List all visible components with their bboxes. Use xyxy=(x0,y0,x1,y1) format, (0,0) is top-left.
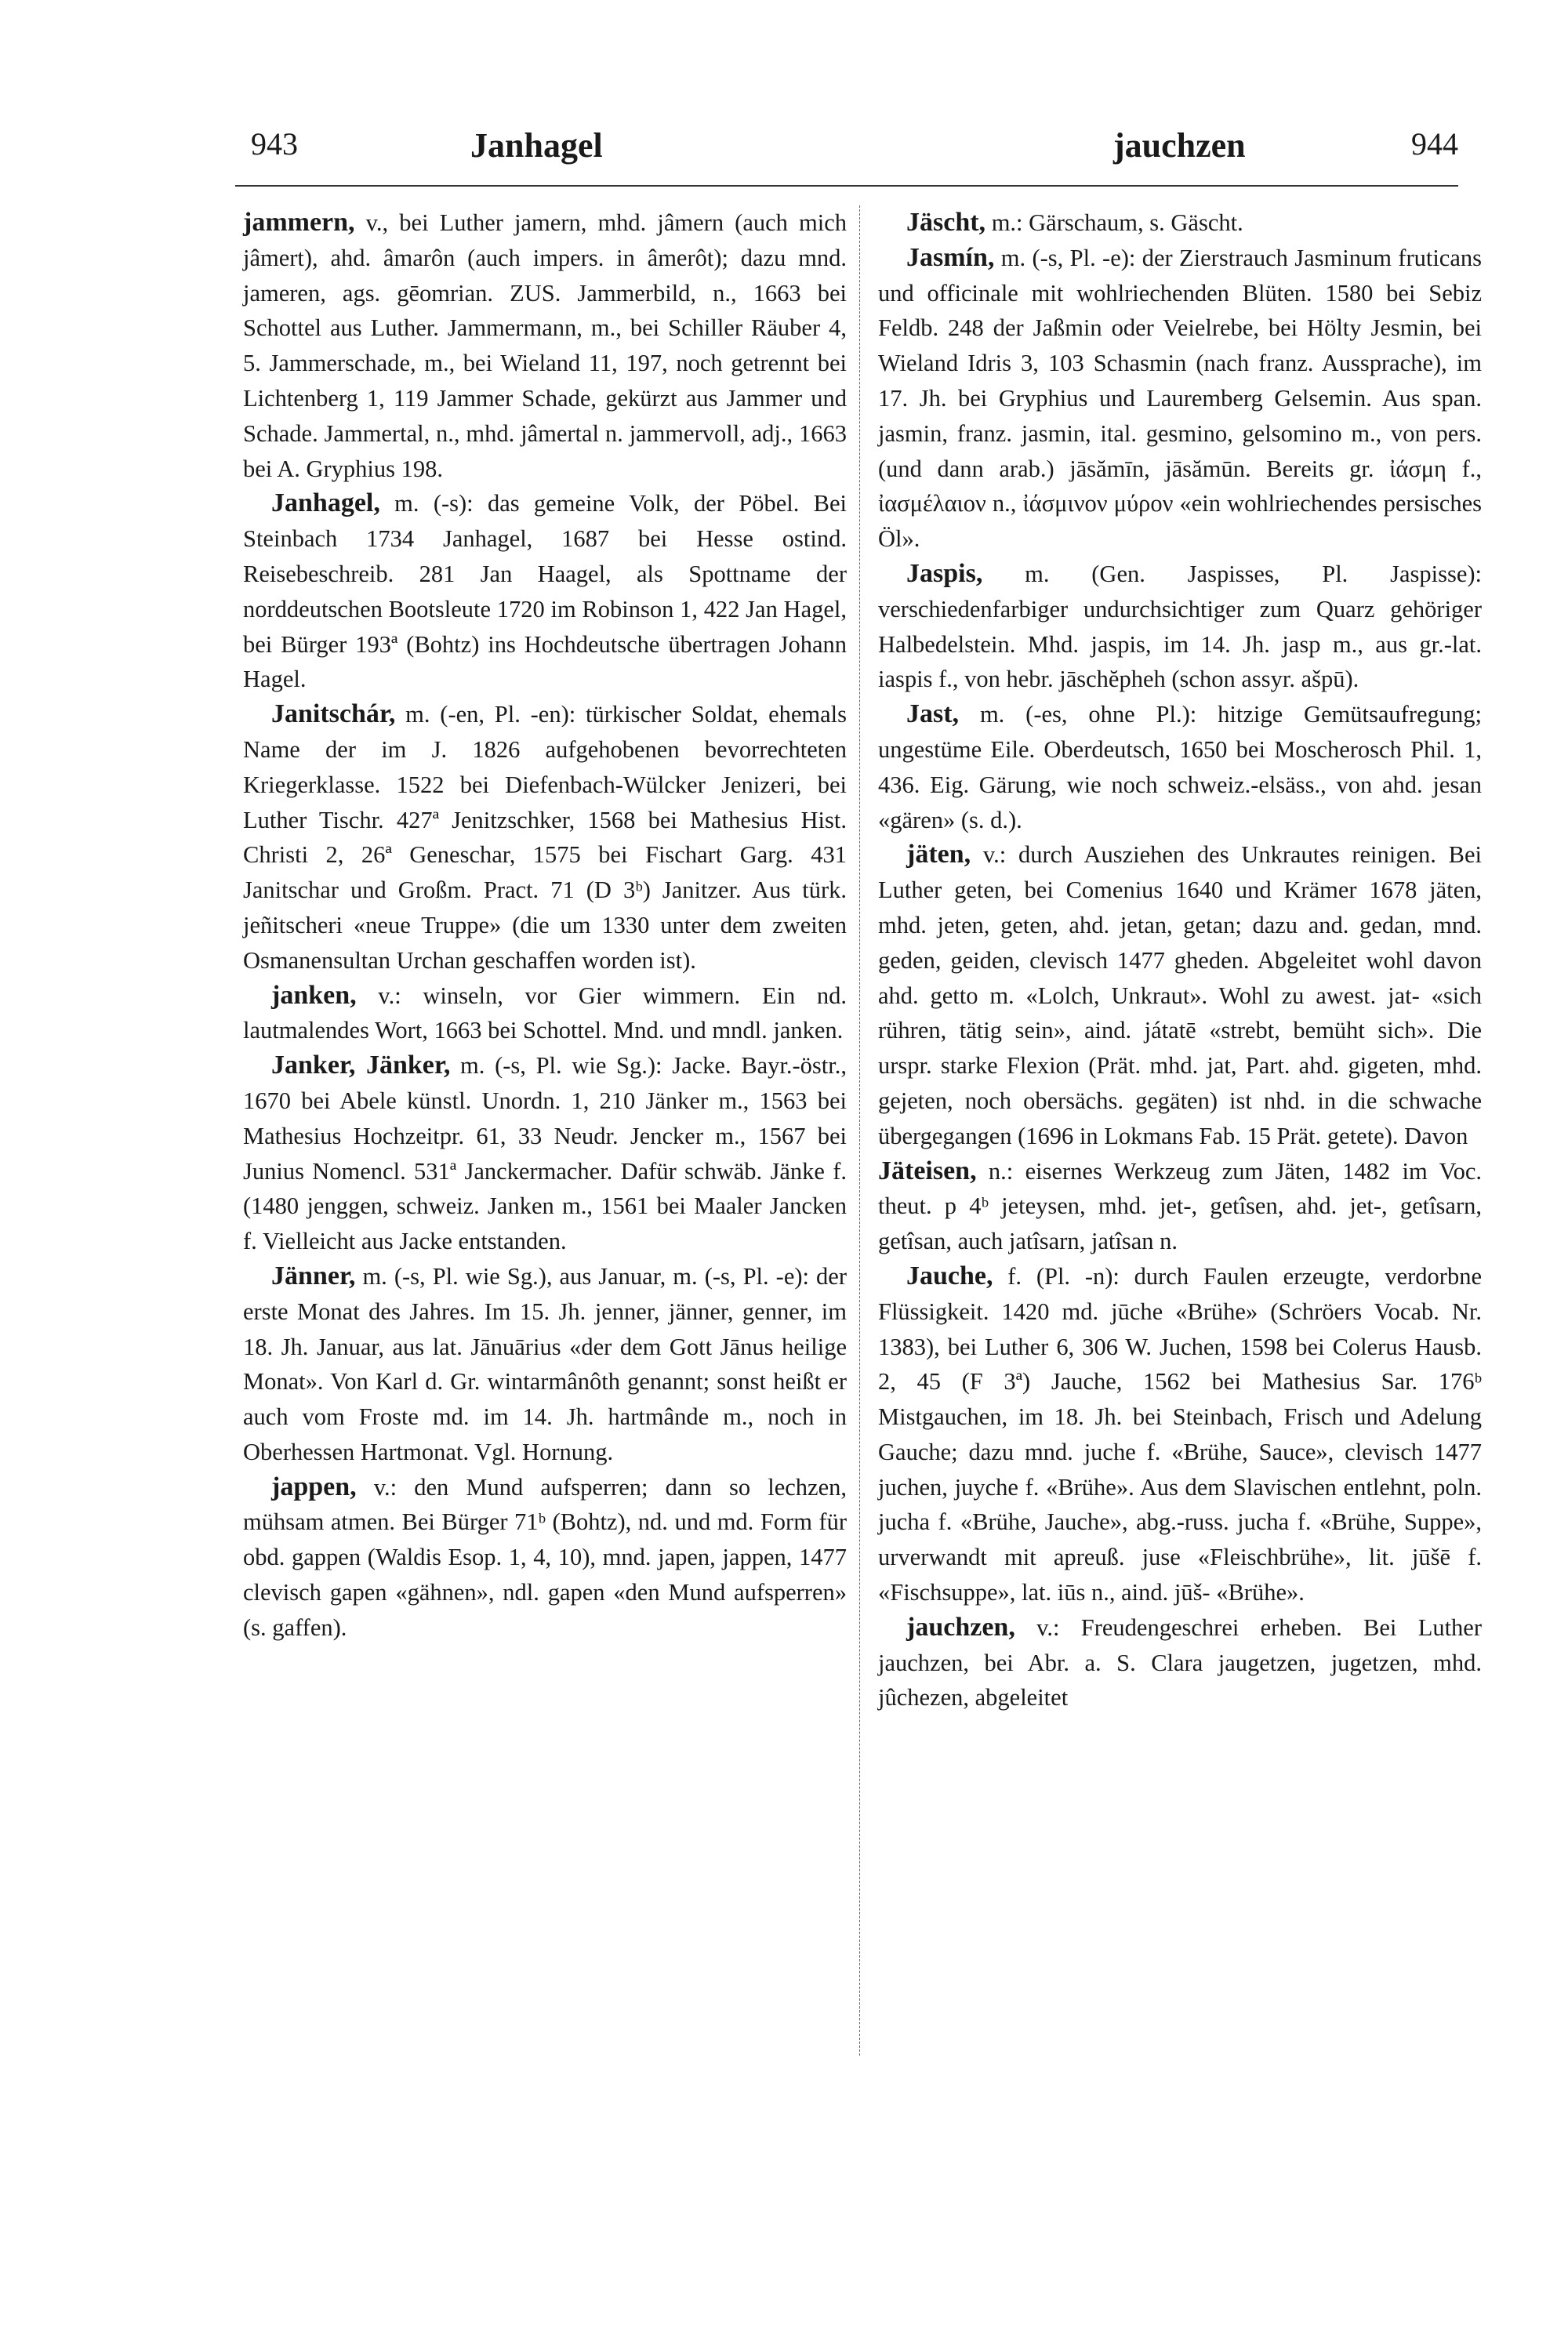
entry-headword: Janker, Jänker, xyxy=(271,1051,451,1080)
dictionary-entry xyxy=(243,205,847,486)
dictionary-entry xyxy=(243,697,847,978)
dictionary-entry xyxy=(243,486,847,697)
entry-text: v.: winseln, vor Gier wimmern. Ein nd. lautmalendes Wort, 1663 bei Schottel. Mnd. und mndl. janken. xyxy=(243,982,847,1044)
entry-text: v.: Freudengeschrei erheben. Bei Luther jauchzen, bei Abr. a. S. Clara jaugetzen, jugetzen, mhd. jûchezen, abgeleitet xyxy=(878,1613,1482,1711)
column-divider xyxy=(859,205,860,2056)
entry-text: m. (-es, ohne Pl.): hitzige Gemütsaufregung; ungestüme Eile. Oberdeutsch, 1650 bei Moscherosch Phil. 1, 436. Eig. Gärung, wie noch schweiz.-elsäss., von ahd. jesan «gären» (s. d.). xyxy=(878,701,1482,833)
dictionary-entry xyxy=(243,1470,847,1646)
entry-headword: janken, xyxy=(271,980,357,1010)
entry-headword: Jast, xyxy=(906,699,960,729)
dictionary-entry xyxy=(878,697,1482,837)
entry-text: m. (Gen. Jaspisses, Pl. Jaspisse): verschiedenfarbiger undurchsichtiger zum Quarz gehöriger Halbedelstein. Mhd. jaspis, im 14. Jh. jasp m., aus gr.-lat. iaspis f., von hebr. jāschĕpheh (schon assyr. ašpū). xyxy=(878,560,1482,693)
dictionary-entry xyxy=(243,978,847,1049)
entry-text: v., bei Luther jamern, mhd. jâmern (auch mich jâmert), ahd. âmarôn (auch impers. in âmerôt); dazu mnd. jameren, ags. gēomrian. ZUS. Jammerbild, n., 1663 bei Schottel aus Luther. Jammermann, m., bei Schiller Räuber 4, 5. Jammerschade, m., bei Wieland 11, 197, noch getrennt bei Lichtenberg 1, 119 Jammer Schade, gekürzt aus Jammer und Schade. Jammertal, n., mhd. jâmertal n. jammervoll, adj., 1663 bei A. Gryphius 198. xyxy=(243,209,847,482)
entry-text: m. (-en, Pl. -en): türkischer Soldat, ehemals Name der im J. 1826 aufgehobenen bevorrechteten Kriegerklasse. 1522 bei Diefenbach-Wülcker Jenizeri, bei Luther Tischr. 427ª Jenitzschker, 1568 bei Mathesius Hist. Christi 2, 26ª Geneschar, 1575 bei Fischart Garg. 431 Janitschar und Großm. Pract. 71 (D 3ᵇ) Janitzer. Aus türk. jeñitscheri «neue Truppe» (die um 1330 unter dem zweiten Osmanensultan Urchan geschaffen worden ist). xyxy=(243,701,847,974)
entry-headword: jammern, xyxy=(243,208,355,237)
entry-text: m. (-s, Pl. -e): der Zierstrauch Jasminum fruticans und officinale mit wohlriechenden Blüten. 1580 bei Sebiz Feldb. 248 der Jaßmin oder Veielrebe, bei Hölty Jesmin, bei Wieland Idris 3, 103 Schasmin (nach franz. Aussprache), im 17. Jh. bei Gryphius und Lauremberg Gelsemin. Aus span. jasmin, franz. jasmin, ital. gesmino, gelsomino m., von pers. (und dann arab.) jāsămīn, jāsămūn. Bereits gr. ἰάσμη f., ἰασμέλαιον n., ἰάσμινον μύρον «ein wohlriechendes persisches Öl». xyxy=(878,244,1482,553)
page-number-left: 943 xyxy=(251,126,298,162)
entry-text: m. (-s, Pl. wie Sg.), aus Januar, m. (-s, Pl. -e): der erste Monat des Jahres. Im 15. Jh. jenner, jänner, genner, im 18. Jh. Januar, aus lat. Jānuārius «der dem Gott Jānus heilige Monat». Von Karl d. Gr. wintarmânôth genannt; sonst heißt er auch vom Froste md. im 14. Jh. hartmânde m., noch in Oberhessen Hartmonat. Vgl. Hornung. xyxy=(243,1262,847,1465)
dictionary-entry xyxy=(243,1259,847,1470)
entry-headword: Jänner, xyxy=(271,1261,356,1290)
dictionary-entry xyxy=(878,837,1482,1153)
entry-headword: Janhagel, xyxy=(271,488,380,518)
dictionary-entry xyxy=(878,557,1482,697)
header-rule xyxy=(235,185,1458,187)
running-head-right: jauchzen xyxy=(1113,126,1246,165)
dictionary-entry xyxy=(878,241,1482,557)
left-column xyxy=(243,205,847,1646)
entry-headword: Janitschár, xyxy=(271,699,396,729)
entry-text: v.: den Mund aufsperren; dann so lechzen, mühsam atmen. Bei Bürger 71ᵇ (Bohtz), nd. und md. Form für obd. gappen (Waldis Esop. 1, 4, 10), mnd. japen, jappen, 1477 clevisch gapen «gähnen», ndl. gapen «den Mund aufsperren» (s. gaffen). xyxy=(243,1473,847,1641)
entry-headword: Jäscht, xyxy=(906,208,986,237)
entry-headword: Jaspis, xyxy=(906,558,983,588)
entry-headword: jauchzen, xyxy=(906,1612,1015,1642)
page-header xyxy=(235,125,1458,188)
entry-headword: Jäteisen, xyxy=(878,1156,977,1185)
entry-text: f. (Pl. -n): durch Faulen erzeugte, verdorbne Flüssigkeit. 1420 md. jūche «Brühe» (Schröers Vocab. Nr. 1383), bei Luther 6, 306 W. Juchen, 1598 bei Colerus Hausb. 2, 45 (F 3ª) Jauche, 1562 bei Mathesius Sar. 176ᵇ Mistgauchen, im 18. Jh. bei Steinbach, Frisch und Adelung Gauche; dazu mnd. juche f. «Brühe, Sauce», clevisch 1477 juchen, juyche f. «Brühe». Aus dem Slavischen entlehnt, poln. jucha f. «Brühe, Jauche», abg.-russ. jucha f. «Brühe, Suppe», urverwandt mit apreuß. juse «Fleischbrühe», lit. jūšē f. «Fischsuppe», lat. iūs n., aind. jūš- «Brühe». xyxy=(878,1262,1482,1606)
page-number-right: 944 xyxy=(1411,126,1458,162)
entry-headword: jäten, xyxy=(906,840,971,869)
dictionary-entry xyxy=(878,205,1482,241)
dictionary-entry xyxy=(878,1154,1482,1259)
right-column xyxy=(878,205,1482,1715)
entry-text: m. (-s, Pl. wie Sg.): Jacke. Bayr.-östr., 1670 bei Abele künstl. Unordn. 1, 210 Jänker m., 1563 bei Mathesius Hochzeitpr. 61, 33 Neudr. Jencker m., 1567 bei Junius Nomencl. 531ª Janckermacher. Dafür schwäb. Jänke f. (1480 jenggen, schweiz. Janken m., 1561 bei Maaler Jancken f. Vielleicht aus Jacke entstanden. xyxy=(243,1052,847,1255)
dictionary-entry xyxy=(243,1048,847,1259)
entry-text: v.: durch Ausziehen des Unkrautes reinigen. Bei Luther geten, bei Comenius 1640 und Krämer 1678 jäten, mhd. jeten, geten, ahd. jetan, getan; dazu and. gedan, mnd. geden, geiden, clevisch 1477 gheden. Abgeleitet wohl davon ahd. getto m. «Lolch, Unkraut». Wohl zu awest. jat- «sich rühren, tätig sein», aind. játatē «strebt, bemüht sich». Die urspr. starke Flexion (Prät. mhd. jat, Part. ahd. gigeten, mhd. gejeten, noch obersächs. gegäten) ist nhd. in die schwache übergegangen (1696 in Lokmans Fab. 15 Prät. getete). Davon xyxy=(878,841,1482,1149)
dictionary-entry xyxy=(878,1259,1482,1610)
dictionary-entry xyxy=(878,1610,1482,1715)
entry-text: n.: eisernes Werkzeug zum Jäten, 1482 im Voc. theut. p 4ᵇ jeteysen, mhd. jet-, getîsen, ahd. jet-, getîsarn, getîsan, auch jatîsarn, jatîsan n. xyxy=(878,1157,1482,1255)
entry-text: m.: Gärschaum, s. Gäscht. xyxy=(985,209,1243,236)
entry-headword: Jauche, xyxy=(906,1261,993,1290)
entry-headword: jappen, xyxy=(271,1472,357,1501)
entry-headword: Jasmín, xyxy=(906,242,995,272)
entry-text: m. (-s): das gemeine Volk, der Pöbel. Bei Steinbach 1734 Janhagel, 1687 bei Hesse ostind. Reisebeschreib. 281 Jan Haagel, als Spottname der norddeutschen Bootsleute 1720 im Robinson 1, 422 Jan Hagel, bei Bürger 193ª (Bohtz) ins Hochdeutsche übertragen Johann Hagel. xyxy=(243,490,847,693)
running-head-left: Janhagel xyxy=(470,126,603,165)
